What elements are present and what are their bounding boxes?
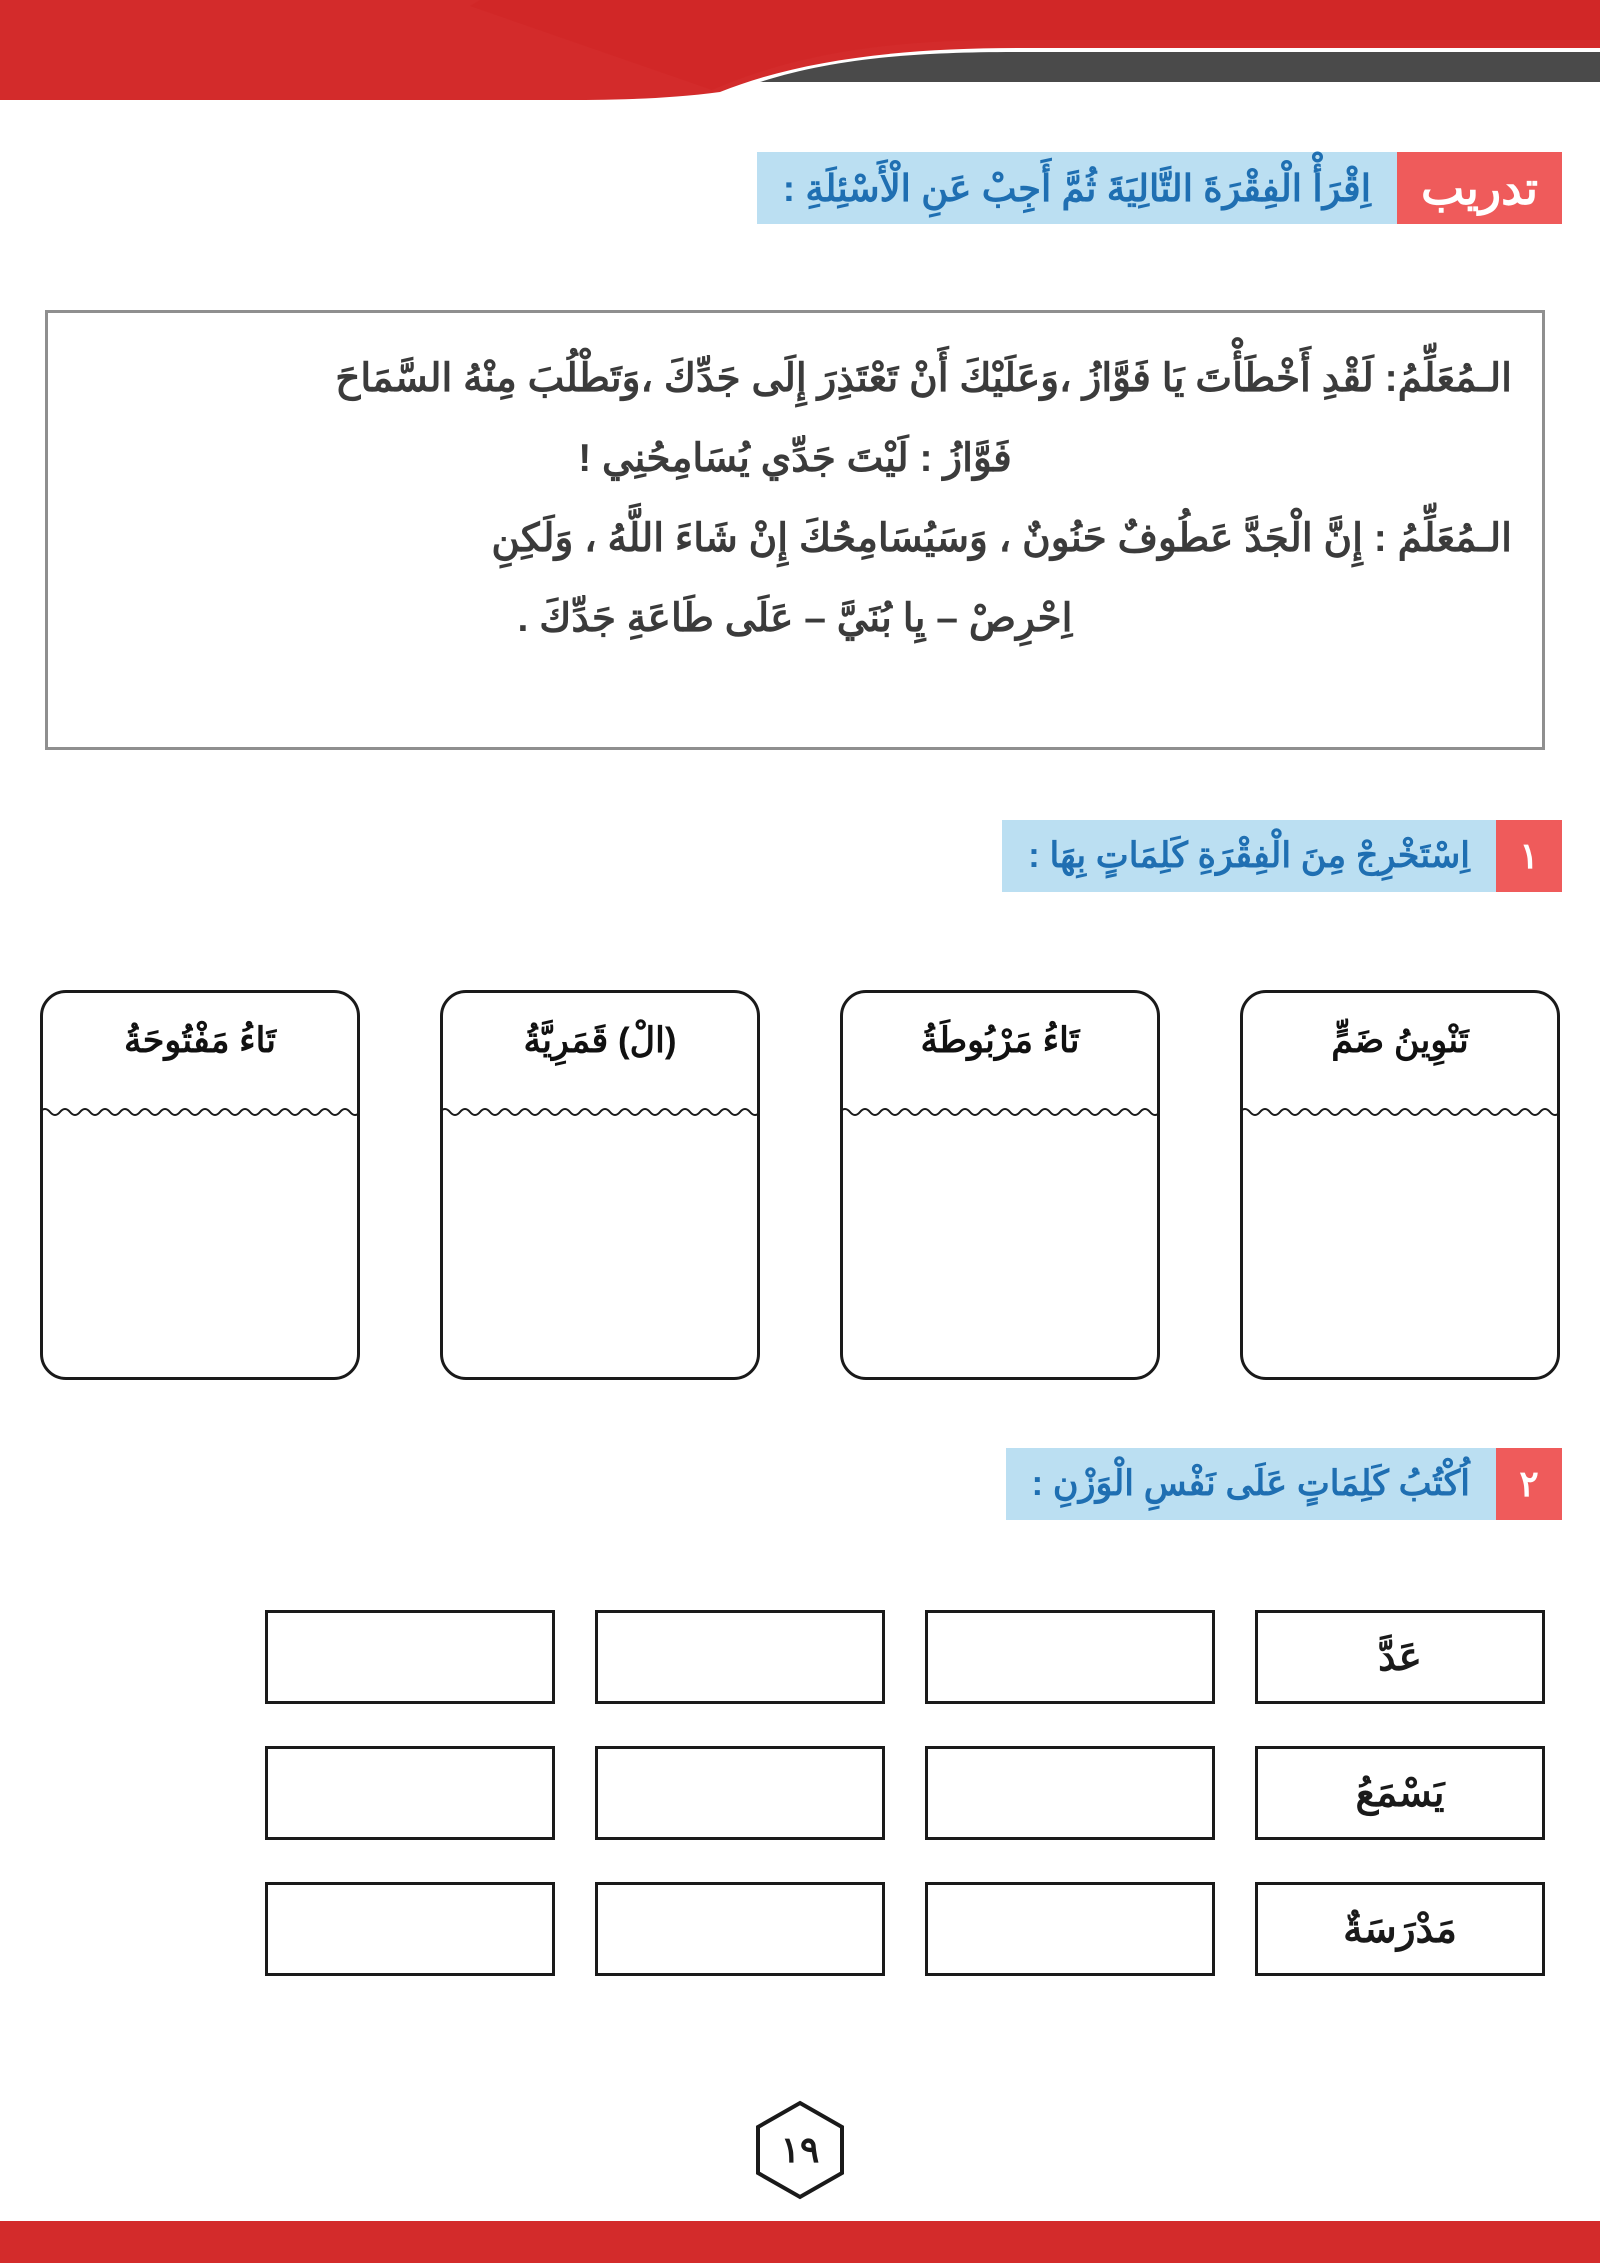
answer-card[interactable] — [840, 990, 1160, 1380]
banner-dark-swoosh — [760, 52, 1600, 82]
model-word-text: يَسْمَعُ — [1355, 1771, 1445, 1815]
exercise-heading — [757, 152, 1562, 224]
passage-line: اِحْرِصْ – يِا بُنَيَّ – عَلَى طَاعَةِ جَدِّكَ . — [517, 597, 1073, 640]
model-word-text: مَدْرَسَةٌ — [1343, 1907, 1457, 1951]
reading-passage-box — [45, 310, 1545, 750]
word-row — [265, 1610, 1545, 1704]
model-word-cell — [1255, 1610, 1545, 1704]
passage-line: الـمُعَلِّمُ : إِنَّ الْجَدَّ عَطُوفٌ حَنُونٌ ، وَسَيُسَامِحُكَ إِنْ شَاءَ اللَّهُ ، وَلَكِنِ — [491, 517, 1512, 560]
answer-blank-cell[interactable] — [265, 1610, 555, 1704]
answer-card-label: تَاءُ مَفْتُوحَةُ — [123, 1021, 277, 1060]
answer-blank-cell[interactable] — [595, 1882, 885, 1976]
wavy-divider-icon — [1240, 1105, 1560, 1119]
word-row — [265, 1746, 1545, 1840]
answer-blank-cell[interactable] — [595, 1746, 885, 1840]
model-word-cell — [1255, 1882, 1545, 1976]
answer-blank-cell[interactable] — [595, 1610, 885, 1704]
top-decorative-banner — [0, 0, 1600, 110]
page-number-text: ١٩ — [780, 2129, 820, 2170]
answer-card-label: تَاءُ مَرْبُوطَةُ — [920, 1021, 1080, 1060]
question-2-instruction: اُكْتُبُ كَلِمَاتٍ عَلَى نَفْسِ الْوَزْنِ : — [1006, 1448, 1496, 1520]
question-2-heading — [1006, 1448, 1562, 1520]
question-2-number: ٢ — [1496, 1448, 1562, 1520]
question-1-number: ١ — [1496, 820, 1562, 892]
answer-card-label: تَنْوِينُ ضَمٍّ — [1331, 1021, 1469, 1060]
passage-line: الـمُعَلِّمُ: لَقْدِ أَخْطَأْتَ يَا فَوَّازُ ،وَعَلَيْكَ أَنْ تَعْتَذِرَ إِلَى جَدِّكَ ،وَتَطْلُبَ مِنْهُ السَّمَاحَ — [335, 357, 1512, 400]
wavy-divider-icon — [40, 1105, 360, 1119]
answer-blank-cell[interactable] — [265, 1882, 555, 1976]
passage-line: فَوَّازُ : لَيْتَ جَدِّي يُسَامِحُنِي ! — [578, 437, 1012, 480]
answer-blank-cell[interactable] — [925, 1882, 1215, 1976]
answer-blank-cell[interactable] — [925, 1610, 1215, 1704]
answer-blank-cell[interactable] — [265, 1746, 555, 1840]
exercise-instruction: اِقْرَأْ الْفِقْرَةَ التَّالِيَةَ ثُمَّ أَجِبْ عَنِ الْأَسْئِلَةِ : — [757, 152, 1397, 224]
question-1-heading — [1002, 820, 1562, 892]
answer-card-label: (الْ) قَمَرِيَّةُ — [523, 1021, 677, 1060]
wavy-divider-icon — [440, 1105, 760, 1119]
answer-card[interactable] — [1240, 990, 1560, 1380]
wavy-divider-icon — [840, 1105, 1160, 1119]
question-1-answer-cards — [40, 990, 1560, 1390]
model-word-cell — [1255, 1746, 1545, 1840]
bottom-red-bar — [0, 2221, 1600, 2263]
answer-card[interactable] — [40, 990, 360, 1380]
page-number-badge — [754, 2100, 846, 2200]
answer-blank-cell[interactable] — [925, 1746, 1215, 1840]
answer-card[interactable] — [440, 990, 760, 1380]
word-row — [265, 1882, 1545, 1976]
question-1-instruction: اِسْتَخْرِجْ مِنَ الْفِقْرَةِ كَلِمَاتٍ بِهَا : — [1002, 820, 1496, 892]
exercise-tag: تدريب — [1397, 152, 1562, 224]
model-word-text: عَدَّ — [1378, 1635, 1422, 1679]
question-2-word-grid — [265, 1610, 1545, 1976]
